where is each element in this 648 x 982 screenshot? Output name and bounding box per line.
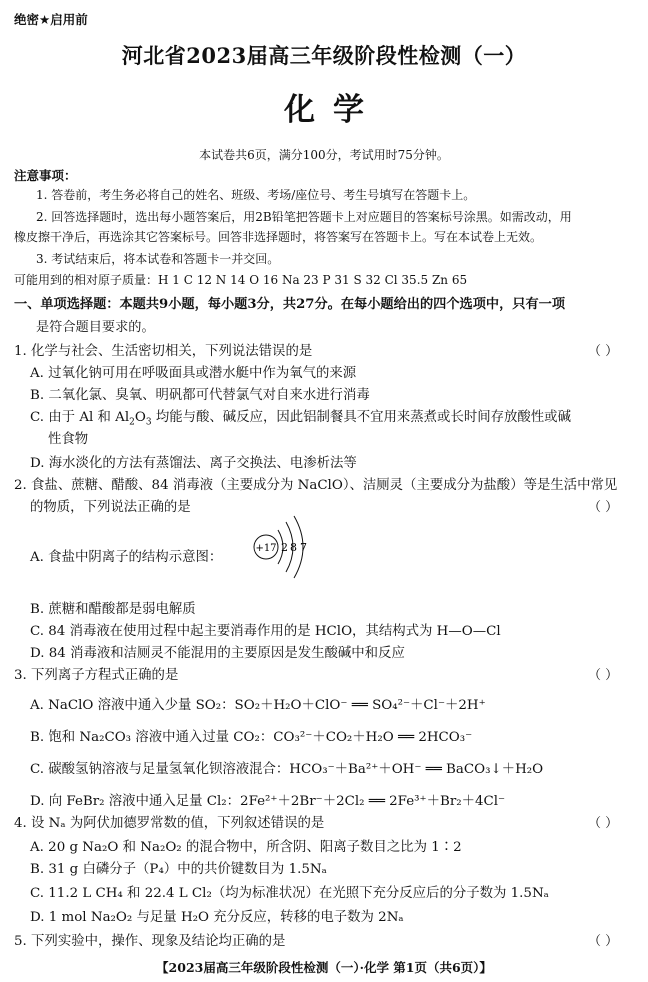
q3-option-b: B. 饱和 Na₂CO₃ 溶液中通入过量 CO₂：CO₃²⁻＋CO₂＋H₂O ══ 2HCO₃⁻ — [30, 730, 473, 745]
q2-option-c: C. 84 消毒液在使用过程中起主要消毒作用的是 HClO，其结构式为 H—O—Cl — [30, 624, 501, 639]
exam-info: 本试卷共6页，满分100分，考试用时75分钟。 — [199, 148, 449, 162]
q1-option-a: A. 过氧化钠可用在呼吸面具或潜水艇中作为氧气的来源 — [30, 366, 357, 381]
q1-option-c: C. 由于 Al 和 $Al_2O_3$ 均能与酸、碱反应，因此铝制餐具不宜用来蒸煮或长时间存放酸性或碱 — [30, 410, 571, 428]
q2-option-a: A. 食盐中阴离子的结构示意图： — [30, 550, 223, 565]
notice-item-1: 1. 答卷前，考生务必将自己的姓名、班级、考场/座位号、考生号填写在答题卡上。 — [36, 188, 476, 202]
answer-paren-5[interactable]: （ ） — [588, 934, 619, 949]
section-heading-cont: 是符合题目要求的。 — [36, 320, 155, 335]
question-5-stem: 5. 下列实验中，操作、现象及结论均正确的是 — [14, 934, 286, 949]
shell-2-electrons: 8 — [290, 541, 297, 554]
q4-option-c: C. 11.2 L CH₄ 和 22.4 L Cl₂（均为标准状况）在光照下充分反应后的分子数为 1.5Nₐ — [30, 886, 549, 901]
q2-option-d: D. 84 消毒液和洁厕灵不能混用的主要原因是发生酸碱中和反应 — [30, 646, 405, 661]
q4-option-a: A. 20 g Na₂O 和 Na₂O₂ 的混合物中，所含阴、阳离子数目之比为 1∶2 — [30, 840, 462, 855]
question-3-stem: 3. 下列离子方程式正确的是 — [14, 668, 179, 683]
question-4-stem: 4. 设 Nₐ 为阿伏加德罗常数的值，下列叙述错误的是 — [14, 816, 325, 831]
q3-option-c: C. 碳酸氢钠溶液与足量氢氧化钡溶液混合：HCO₃⁻＋Ba²⁺＋OH⁻ ══ BaCO₃↓＋H₂O — [30, 762, 544, 777]
shell-1-electrons: 2 — [281, 541, 288, 554]
q1-option-c-cont: 性食物 — [48, 432, 89, 447]
answer-paren-3[interactable]: （ ） — [588, 668, 619, 683]
q4-option-d: D. 1 mol Na₂O₂ 与足量 H₂O 充分反应，转移的电子数为 2Nₐ — [30, 910, 404, 925]
notice-item-2: 2. 回答选择题时，选出每小题答案后，用2B铅笔把答题卡上对应题目的答案标号涂黑。如需改动，用 — [36, 210, 572, 224]
q3-option-a: A. NaClO 溶液中通入少量 SO₂：SO₂＋H₂O＋ClO⁻ ══ SO₄²⁻＋Cl⁻＋2H⁺ — [30, 698, 486, 713]
q1-option-d: D. 海水淡化的方法有蒸馏法、离子交换法、电渗析法等 — [30, 456, 357, 471]
q1-option-b: B. 二氧化氯、臭氧、明矾都可代替氯气对自来水进行消毒 — [30, 388, 370, 403]
answer-paren-1[interactable]: （ ） — [588, 344, 619, 359]
subject-title: 化学 — [284, 92, 382, 128]
q4-option-b: B. 31 g 白磷分子（P₄）中的共价键数目为 1.5Nₐ — [30, 862, 327, 877]
ion-structure-diagram — [248, 512, 318, 582]
notice-item-3: 3. 考试结束后，将本试卷和答题卡一并交回。 — [36, 252, 280, 266]
notice-title: 注意事项： — [14, 168, 77, 183]
notice-item-2-cont: 橡皮擦干净后，再选涂其它答案标号。回答非选择题时，将答案写在答题卡上。写在本试卷上无效。 — [14, 230, 543, 244]
section-heading: 一、单项选择题：本题共9小题，每小题3分，共27分。在每小题给出的四个选项中，只有一项 — [14, 297, 566, 312]
atomic-masses: 可能用到的相对原子质量：H 1 C 12 N 14 O 16 Na 23 P 31 S 32 Cl 35.5 Zn 65 — [14, 273, 468, 287]
question-2-stem-cont: 的物质，下列说法正确的是 — [30, 500, 191, 515]
exam-title: 河北省2023届高三年级阶段性检测（一） — [121, 43, 527, 68]
question-2-stem: 2. 食盐、蔗糖、醋酸、84 消毒液（主要成分为 NaClO）、洁厕灵（主要成分为盐酸）等是生活中常见 — [14, 478, 618, 493]
answer-paren-2[interactable]: （ ） — [588, 500, 619, 515]
page-footer: 【2023届高三年级阶段性检测（一）·化学 第1页（共6页）】 — [156, 960, 492, 975]
q3-option-d: D. 向 FeBr₂ 溶液中通入足量 Cl₂：2Fe²⁺＋2Br⁻＋2Cl₂ ══ 2Fe³⁺＋Br₂＋4Cl⁻ — [30, 794, 506, 809]
q2-option-b: B. 蔗糖和醋酸都是弱电解质 — [30, 602, 196, 617]
question-1-stem: 1. 化学与社会、生活密切相关，下列说法错误的是 — [14, 344, 313, 359]
confidential-label: 绝密★启用前 — [14, 12, 88, 27]
shell-3-electrons: 7 — [300, 541, 307, 554]
nucleus-charge: +17 — [255, 543, 277, 554]
answer-paren-4[interactable]: （ ） — [588, 816, 619, 831]
